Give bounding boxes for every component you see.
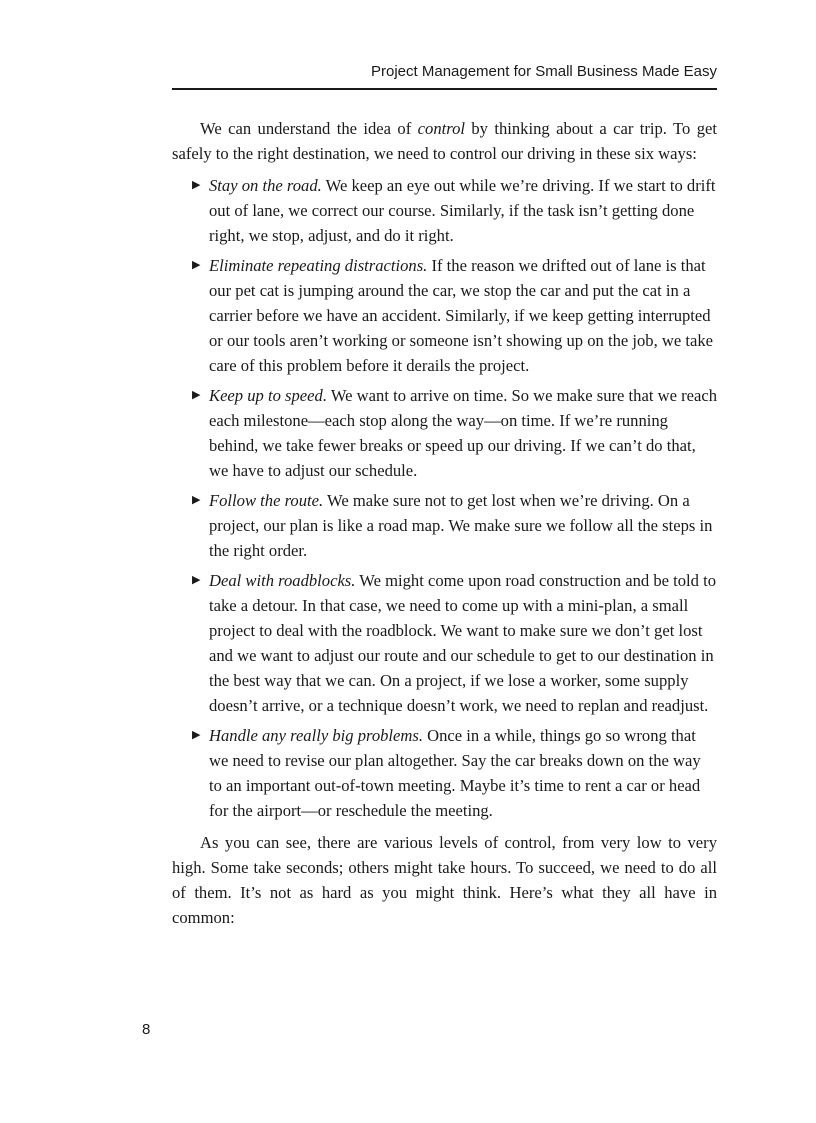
list-item (172, 488, 717, 563)
bullet-text: We might come upon road construction and be told to take a detour. In that case, we need to come up with a mini-plan, a small project to deal with the roadblock. We want to make sure we don’t get lost and we want to adjust our route and our schedule to get to our destination in the best way that we can. On a project, if we lose a worker, some supply doesn’t arrive, or a technique doesn’t work, we need to replan and readjust. (209, 571, 717, 715)
bullet-text: We keep an eye out while we’re driving. If we start to drift out of lane, we correct our course. Similarly, if the task isn’t getting done right, we stop, adjust, and do it right. (209, 176, 716, 245)
triangle-bullet-icon: ▶ (192, 729, 201, 741)
intro-emphasis: control (417, 119, 465, 138)
triangle-bullet-icon: ▶ (192, 259, 201, 271)
bullet-lead: Stay on the road. (209, 176, 322, 195)
triangle-bullet-icon: ▶ (192, 389, 201, 401)
page-number: 8 (142, 1021, 151, 1038)
triangle-bullet-icon: ▶ (192, 179, 201, 191)
list-item (172, 568, 717, 718)
header-rule (172, 88, 717, 90)
closing-paragraph: As you can see, there are various levels of control, from very low to very high. Some take seconds; others might take hours. To succeed, we need to do all of them. It’s not as hard as you might think. Here’s what they all have in common: (172, 833, 717, 927)
running-head: Project Management for Small Business Made Easy (371, 63, 717, 80)
intro-paragraph (172, 116, 717, 166)
list-item (172, 253, 717, 378)
list-item (172, 383, 717, 483)
bullet-lead: Keep up to speed. (209, 386, 327, 405)
bullet-lead: Eliminate repeating distractions. (209, 256, 428, 275)
bullet-text: We make sure not to get lost when we’re driving. On a project, our plan is like a road map. We make sure we follow all the steps in the right order. (209, 491, 713, 560)
triangle-bullet-icon: ▶ (192, 494, 201, 506)
list-item (172, 723, 717, 823)
page-body (172, 116, 717, 930)
bullet-text: We want to arrive on time. So we make sure that we reach each milestone—each stop along the way—on time. If we’re running behind, we take fewer breaks or speed up our driving. If we can’t do that, we have to adjust our schedule. (209, 386, 718, 480)
intro-text-after: by thinking about a car trip. To get safely to the right destination, we need to control our driving in these six ways: (172, 119, 717, 163)
bullet-lead: Handle any really big problems. (209, 726, 423, 745)
intro-text-before: We can understand the idea of (200, 119, 418, 138)
bullet-text: If the reason we drifted out of lane is that our pet cat is jumping around the car, we stop the car and put the cat in a carrier before we have an accident. Similarly, if we keep getting interrupted or our tools aren’t working or someone isn’t showing up on the job, we take care of this problem before it derails the project. (209, 256, 714, 375)
bullet-lead: Deal with roadblocks. (209, 571, 356, 590)
bullet-text: Once in a while, things go so wrong that we need to revise our plan altogether. Say the car breaks down on the way to an important out-of-town meeting. Maybe it’s time to rent a car or head for the airport—or reschedule the meeting. (209, 726, 701, 820)
triangle-bullet-icon: ▶ (192, 574, 201, 586)
control-bullet-list (172, 173, 717, 823)
list-item (172, 173, 717, 248)
bullet-lead: Follow the route. (209, 491, 324, 510)
